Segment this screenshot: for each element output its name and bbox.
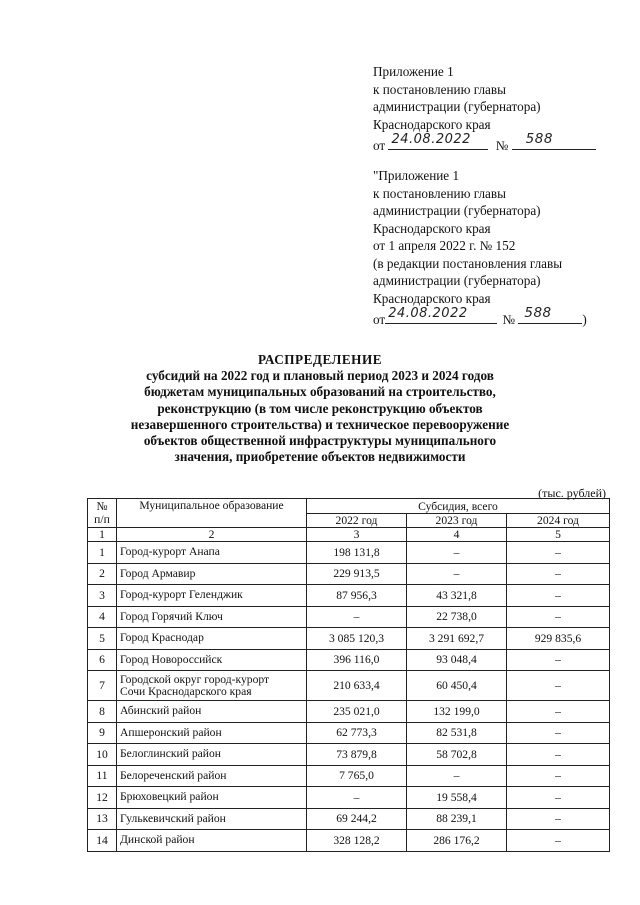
subsidy-2024: 929 835,6	[507, 628, 610, 650]
subsidy-2023: 132 199,0	[407, 701, 507, 723]
column-index: 1	[88, 528, 117, 542]
municipality-name-line: Город Армавир	[120, 566, 196, 580]
header-year: 2024 год	[507, 514, 610, 528]
prior-appendix-block	[373, 167, 623, 329]
appendix-line: (в редакции постановления главы	[373, 255, 563, 271]
subsidy-2022: 73 879,8	[307, 744, 407, 766]
row-number: 11	[88, 765, 117, 787]
municipality-name-line: Белоглинский район	[120, 747, 221, 761]
subsidy-2023: 3 291 692,7	[407, 628, 507, 650]
municipality-name	[117, 808, 307, 830]
subsidy-2023: 93 048,4	[407, 649, 507, 671]
subsidy-2022: –	[307, 606, 407, 628]
table-row	[88, 563, 610, 585]
municipality-name	[117, 701, 307, 723]
subsidy-2024: –	[507, 701, 610, 723]
subsidy-2023: 22 738,0	[407, 606, 507, 628]
municipality-name-line: Город-курорт Геленджик	[120, 588, 243, 602]
municipality-name-line: Абинский район	[120, 704, 202, 718]
title-line: незавершенного строительства) и техническое перевооружение	[130, 416, 510, 432]
table-row	[88, 787, 610, 809]
subsidy-2023: 60 450,4	[407, 671, 507, 701]
municipality-name-line: Сочи Краснодарского края	[120, 684, 252, 698]
municipality-name-line: Апшеронский район	[120, 725, 222, 739]
municipality-name-line: Город Краснодар	[120, 631, 204, 645]
handwritten-number: 588	[524, 304, 552, 321]
municipality-name-line: Городской округ город-курорт	[120, 672, 270, 686]
appendix-header-block	[373, 63, 623, 155]
table-row	[88, 765, 610, 787]
appendix-line: к постановлению главы	[373, 81, 506, 97]
appendix-line: Краснодарского края	[373, 220, 491, 236]
subsidy-2023: 43 321,8	[407, 585, 507, 607]
appendix-line: к постановлению главы	[373, 185, 506, 201]
column-index: 2	[117, 528, 307, 542]
appendix-line: администрации (губернатора)	[373, 273, 541, 288]
municipality-name-line: Динской район	[120, 833, 195, 847]
row-number: 8	[88, 701, 117, 723]
subsidy-2022: 198 131,8	[307, 542, 407, 564]
row-number: 13	[88, 808, 117, 830]
title-line: объектов общественной инфраструктуры муниципального	[143, 433, 497, 449]
municipality-name-line: Город Новороссийск	[120, 652, 223, 666]
header-year: 2022 год	[307, 514, 407, 528]
table-row	[88, 808, 610, 830]
municipality-name	[117, 830, 307, 852]
municipality-name-line: Гулькевичский район	[120, 811, 226, 825]
table-row	[88, 585, 610, 607]
municipality-name-line: Брюховецкий район	[120, 790, 219, 804]
row-number: 10	[88, 744, 117, 766]
row-number: 2	[88, 563, 117, 585]
header-municipality: Муниципальное образование	[117, 499, 307, 528]
subsidy-2024: –	[507, 765, 610, 787]
appendix-line: от 1 апреля 2022 г. № 152	[373, 238, 516, 253]
header-number: № п/п	[88, 499, 117, 528]
subsidy-2024: –	[507, 606, 610, 628]
appendix-date-line	[373, 304, 623, 329]
subsidy-2023: 88 239,1	[407, 808, 507, 830]
appendix-line: администрации (губернатора)	[373, 203, 541, 218]
subsidy-2022: 235 021,0	[307, 701, 407, 723]
row-number: 1	[88, 542, 117, 564]
municipality-name	[117, 787, 307, 809]
subsidy-2022: 3 085 120,3	[307, 628, 407, 650]
subsidy-2023: 58 702,8	[407, 744, 507, 766]
subsidy-2023: 286 176,2	[407, 830, 507, 852]
row-number: 3	[88, 585, 117, 607]
handwritten-date: 24.08.2022	[388, 305, 468, 321]
subsidy-2023: –	[407, 563, 507, 585]
municipality-name	[117, 542, 307, 564]
table-row	[88, 671, 610, 701]
municipality-name	[117, 722, 307, 744]
subsidy-2022: 7 765,0	[307, 765, 407, 787]
column-index: 5	[507, 528, 610, 542]
row-number: 14	[88, 830, 117, 852]
appendix-date-line	[373, 130, 623, 155]
municipality-name-line: Город-курорт Анапа	[120, 545, 220, 559]
subsidy-2024: –	[507, 830, 610, 852]
appendix-line: администрации (губернатора)	[373, 99, 541, 114]
row-number: 5	[88, 628, 117, 650]
units-label: (тыс. рублей)	[538, 486, 606, 500]
appendix-line: Краснодарского края	[373, 116, 491, 132]
subsidy-2022: 69 244,2	[307, 808, 407, 830]
subsidy-2023: –	[407, 542, 507, 564]
number-label: №	[495, 138, 509, 153]
closing-paren: )	[582, 312, 587, 327]
row-number: 9	[88, 722, 117, 744]
municipality-name	[117, 606, 307, 628]
subsidy-2024: –	[507, 585, 610, 607]
municipality-name-line: Белореченский район	[120, 768, 227, 782]
subsidy-2024: –	[507, 808, 610, 830]
table-row	[88, 722, 610, 744]
table-row	[88, 628, 610, 650]
subsidy-table	[87, 498, 610, 852]
title-line: значения, приобретение объектов недвижимости	[174, 449, 466, 465]
row-number: 6	[88, 649, 117, 671]
from-label: от	[373, 138, 386, 153]
municipality-name	[117, 649, 307, 671]
column-index: 3	[307, 528, 407, 542]
municipality-name	[117, 628, 307, 650]
subsidy-2023: –	[407, 765, 507, 787]
column-index: 4	[407, 528, 507, 542]
title-line: субсидий на 2022 год и плановый период 2023 и 2024 годов	[146, 368, 494, 384]
subsidy-2022: 229 913,5	[307, 563, 407, 585]
municipality-name-line: Город Горячий Ключ	[120, 609, 223, 623]
table-row	[88, 649, 610, 671]
title-main: РАСПРЕДЕЛЕНИЕ	[258, 352, 382, 367]
municipality-name	[117, 744, 307, 766]
municipality-name	[117, 765, 307, 787]
subsidy-2024: –	[507, 649, 610, 671]
table-row	[88, 606, 610, 628]
row-number: 12	[88, 787, 117, 809]
handwritten-number: 588	[525, 130, 553, 147]
subsidy-2022: 87 956,3	[307, 585, 407, 607]
appendix-line: Приложение 1	[373, 64, 454, 79]
number-label: №	[502, 312, 516, 327]
subsidy-2024: –	[507, 744, 610, 766]
subsidy-2024: –	[507, 542, 610, 564]
appendix-line: Краснодарского края	[373, 290, 491, 306]
handwritten-date: 24.08.2022	[391, 131, 471, 147]
subsidy-2024: –	[507, 671, 610, 701]
subsidy-2024: –	[507, 787, 610, 809]
subsidy-2022: 328 128,2	[307, 830, 407, 852]
subsidy-2022: 62 773,3	[307, 722, 407, 744]
table-row	[88, 542, 610, 564]
header-subsidy-total: Субсидия, всего	[307, 499, 610, 514]
table-row	[88, 830, 610, 852]
title-line: реконструкцию (в том числе реконструкцию объектов	[157, 400, 483, 416]
header-year: 2023 год	[407, 514, 507, 528]
table-row	[88, 744, 610, 766]
appendix-line: "Приложение 1	[373, 168, 460, 183]
subsidy-2023: 19 558,4	[407, 787, 507, 809]
subsidy-2022: 396 116,0	[307, 649, 407, 671]
row-number: 4	[88, 606, 117, 628]
municipality-name	[117, 563, 307, 585]
subsidy-2022: –	[307, 787, 407, 809]
municipality-name	[117, 585, 307, 607]
from-label: от	[373, 312, 386, 327]
row-number: 7	[88, 671, 117, 701]
document-title	[100, 352, 540, 465]
subsidy-2022: 210 633,4	[307, 671, 407, 701]
table-row	[88, 701, 610, 723]
subsidy-2023: 82 531,8	[407, 722, 507, 744]
municipality-name	[117, 671, 307, 701]
subsidy-2024: –	[507, 563, 610, 585]
title-line: бюджетам муниципальных образований на строительство,	[144, 384, 496, 400]
subsidy-2024: –	[507, 722, 610, 744]
